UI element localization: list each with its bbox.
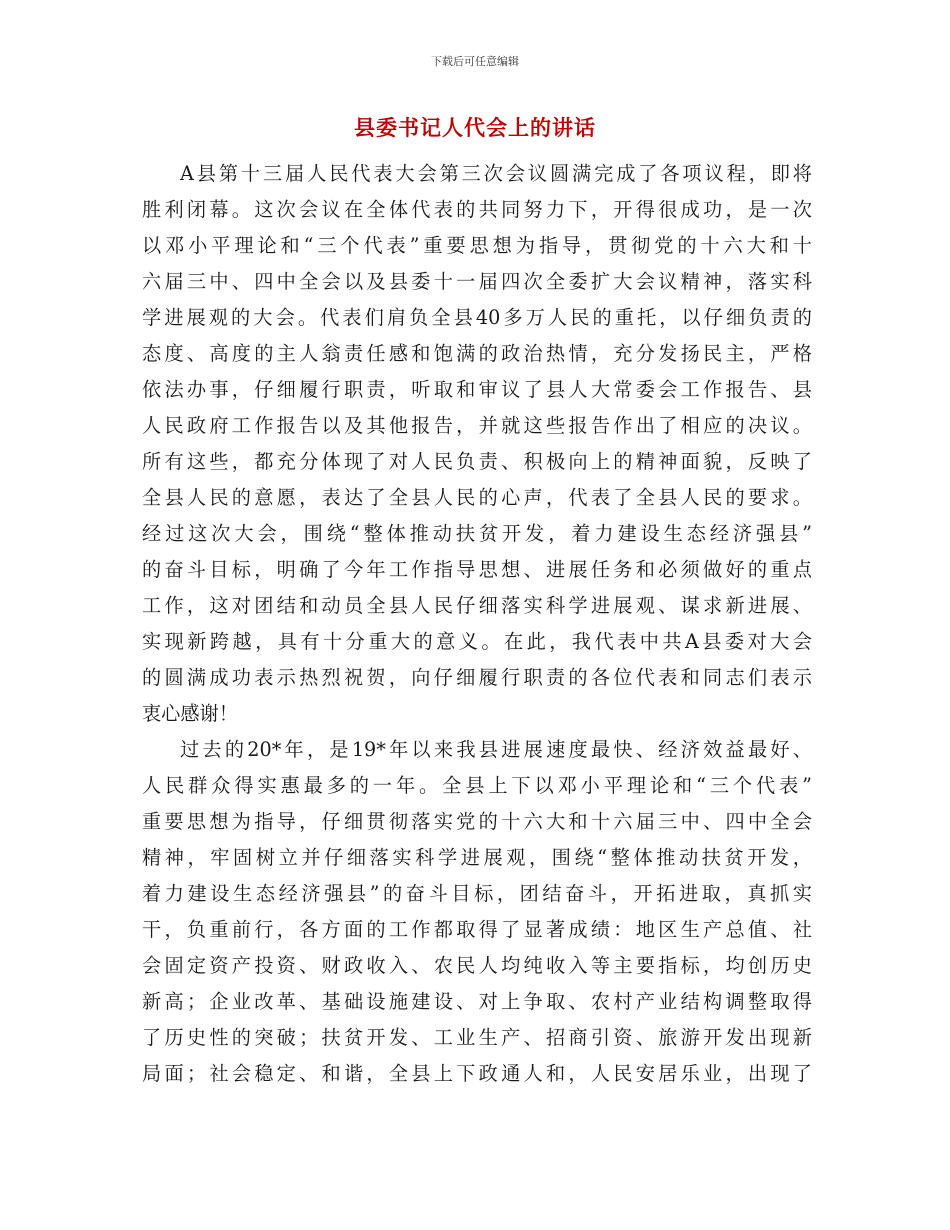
text-line: 精神，牢固树立并仔细落实科学进展观，围绕“整体推动扶贫开发， bbox=[142, 846, 812, 869]
text-line: 重要思想为指导，仔细贯彻落实党的十六大和十六届三中、四中全会 bbox=[142, 810, 812, 833]
text-line: 实现新跨越，具有十分重大的意义。在此，我代表中共A县委对大会 bbox=[142, 630, 812, 653]
text-line: 以邓小平理论和“三个代表”重要思想为指导，贯彻党的十六大和十 bbox=[142, 234, 812, 257]
text-line: 过去的20*年，是19*年以来我县进展速度最快、经济效益最好、 bbox=[180, 738, 812, 761]
text-line: 的奋斗目标，明确了今年工作指导思想、进展任务和必须做好的重点 bbox=[142, 558, 812, 581]
text-line: 人民群众得实惠最多的一年。全县上下以邓小平理论和“三个代表” bbox=[142, 774, 812, 797]
text-line: 会固定资产投资、财政收入、农民人均纯收入等主要指标，均创历史 bbox=[142, 954, 812, 977]
text-line: 所有这些，都充分体现了对人民负责、积极向上的精神面貌，反映了 bbox=[142, 450, 812, 473]
text-line: 经过这次大会，围绕“整体推动扶贫开发，着力建设生态经济强县” bbox=[142, 522, 812, 545]
text-line: 态度、高度的主人翁责任感和饱满的政治热情，充分发扬民主，严格 bbox=[142, 342, 812, 365]
text-line: 着力建设生态经济强县”的奋斗目标，团结奋斗，开拓进取，真抓实 bbox=[142, 882, 812, 905]
text-line: 学进展观的大会。代表们肩负全县40多万人民的重托，以仔细负责的 bbox=[142, 306, 812, 329]
text-line: 工作，这对团结和动员全县人民仔细落实科学进展观、谋求新进展、 bbox=[142, 594, 812, 617]
text-line: 干，负重前行，各方面的工作都取得了显著成绩：地区生产总值、社 bbox=[142, 918, 812, 941]
text-line: 依法办事，仔细履行职责，听取和审议了县人大常委会工作报告、县 bbox=[142, 378, 812, 401]
text-line: 胜利闭幕。这次会议在全体代表的共同努力下，开得很成功，是一次 bbox=[142, 198, 812, 221]
paragraph-2 bbox=[142, 732, 812, 1092]
text-line: 衷心感谢！ bbox=[142, 702, 238, 725]
text-line: 局面；社会稳定、和谐，全县上下政通人和，人民安居乐业，出现了 bbox=[142, 1062, 812, 1085]
header-note: 下载后可任意编辑 bbox=[431, 55, 519, 68]
text-line: 人民政府工作报告以及其他报告，并就这些报告作出了相应的决议。 bbox=[142, 414, 812, 437]
text-line: 全县人民的意愿，表达了全县人民的心声，代表了全县人民的要求。 bbox=[142, 486, 812, 509]
document-body bbox=[142, 156, 812, 1092]
document-title: 县委书记人代会上的讲话 bbox=[354, 115, 596, 140]
text-line: A县第十三届人民代表大会第三次会议圆满完成了各项议程，即将 bbox=[180, 162, 812, 185]
paragraph-1 bbox=[142, 156, 812, 732]
text-line: 新高；企业改革、基础设施建设、对上争取、农村产业结构调整取得 bbox=[142, 990, 812, 1013]
text-line: 了历史性的突破；扶贫开发、工业生产、招商引资、旅游开发出现新 bbox=[142, 1026, 812, 1049]
text-line: 六届三中、四中全会以及县委十一届四次全委扩大会议精神，落实科 bbox=[142, 270, 812, 293]
text-line: 的圆满成功表示热烈祝贺，向仔细履行职责的各位代表和同志们表示 bbox=[142, 666, 812, 689]
